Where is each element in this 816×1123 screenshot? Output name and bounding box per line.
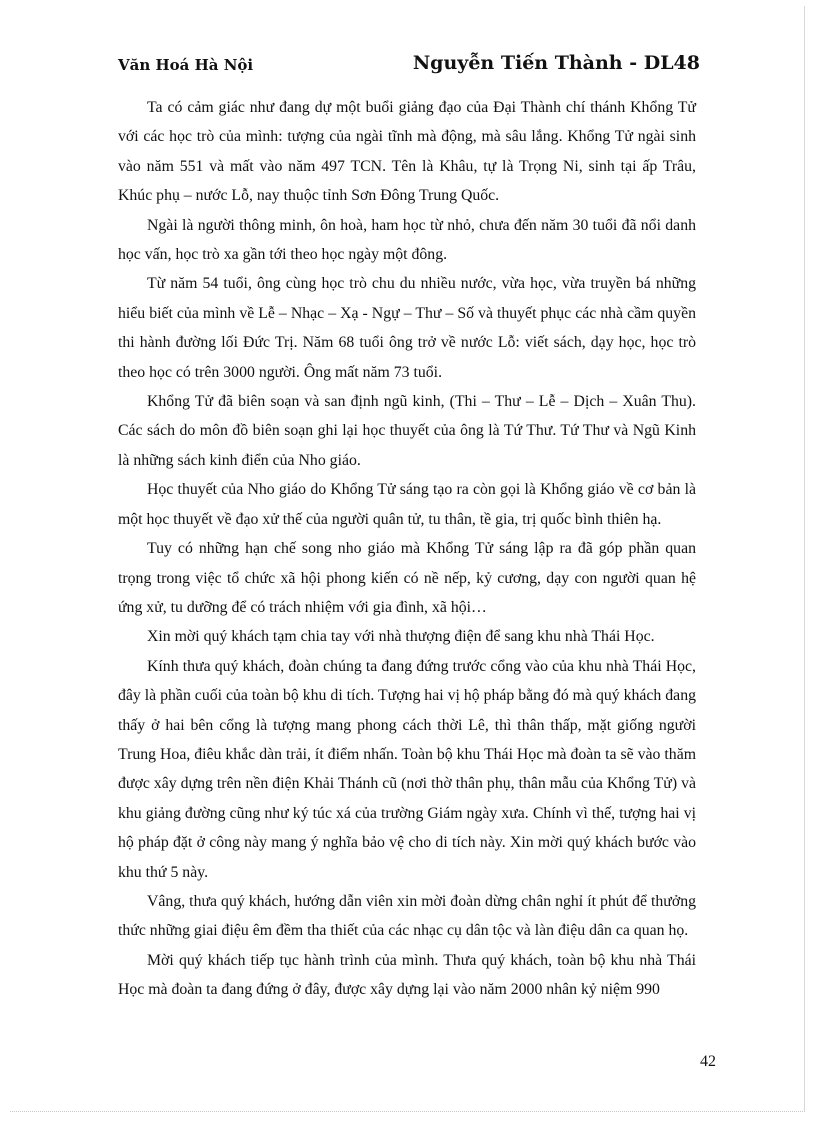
- page-header: [118, 52, 700, 82]
- body-text: [118, 93, 696, 1005]
- paragraph-7: Xin mời quý khách tạm chia tay với nhà thượng điện để sang khu nhà Thái Học.: [147, 628, 655, 646]
- header-left-title: Văn Hoá Hà Nội: [118, 56, 254, 74]
- paragraph-4: Khổng Tử đã biên soạn và san định ngũ kinh, (Thi – Thư – Lễ – Dịch – Xuân Thu). Các sách do môn đồ biên soạn ghi lại học thuyết của ông là Tứ Thư. Tứ Thư và Ngũ Kinh là những sách kinh điển của Nho giáo.: [118, 393, 696, 469]
- paragraph-6: Tuy có những hạn chế song nho giáo mà Khổng Tử sáng lập ra đã góp phần quan trọng trong việc tổ chức xã hội phong kiến có nề nếp, kỷ cương, dạy con người quan hệ ứng xử, tu dưỡng để có trách nhiệm với gia đình, xã hội…: [118, 540, 696, 616]
- paragraph-8: Kính thưa quý khách, đoàn chúng ta đang đứng trước cổng vào của khu nhà Thái Học, đây là phần cuối của toàn bộ khu di tích. Tượng hai vị hộ pháp bằng đó mà quý khách đang thấy ở hai bên cổng là tượng mang phong cách thời Lê, thì thân thấp, mặt giống người Trung Hoa, điêu khắc dàn trải, ít điểm nhấn. Toàn bộ khu Thái Học mà đoàn ta sẽ vào thăm được xây dựng trên nền điện Khải Thánh cũ (nơi thờ thân phụ, thân mẫu của Khổng Tử) và khu giảng đường cũng như ký túc xá của trường Giám ngày xưa. Chính vì thế, tượng hai vị hộ pháp đặt ở công này mang ý nghĩa bảo vệ cho di tích này. Xin mời quý khách bước vào khu thứ 5 này.: [118, 657, 696, 881]
- paragraph-5: Học thuyết của Nho giáo do Khổng Tử sáng tạo ra còn gọi là Khổng giáo về cơ bản là một học thuyết về đạo xử thế của người quân tử, tu thân, tề gia, trị quốc bình thiên hạ.: [118, 481, 696, 528]
- paragraph-3: Từ năm 54 tuổi, ông cùng học trò chu du nhiều nước, vừa học, vừa truyền bá những hiểu biết của mình về Lễ – Nhạc – Xạ - Ngự – Thư – Số và thuyết phục các nhà cầm quyền thi hành đường lối Đức Trị. Năm 68 tuổi ông trở về nước Lỗ: viết sách, dạy học, học trò theo học có trên 3000 người. Ông mất năm 73 tuổi.: [118, 275, 696, 381]
- paragraph-10: Mời quý khách tiếp tục hành trình của mình. Thưa quý khách, toàn bộ khu nhà Thái Học mà đoàn ta đang đứng ở đây, được xây dựng lại vào năm 2000 nhân kỷ niệm 990: [118, 951, 696, 999]
- header-right-author: Nguyễn Tiến Thành - DL48: [412, 52, 700, 74]
- paragraph-9: Vâng, thưa quý khách, hướng dẫn viên xin mời đoàn dừng chân nghỉ ít phút để thưởng thức những giai điệu êm đềm tha thiết của các nhạc cụ dân tộc và làn điệu dân ca quan họ.: [118, 892, 696, 940]
- paragraph-1: Ta có cảm giác như đang dự một buổi giảng đạo của Đại Thành chí thánh Khổng Tử với các học trò của mình: tượng của ngài tĩnh mà động, mà sâu lắng. Khổng Tử ngài sinh vào năm 551 và mất vào năm 497 TCN. Tên là Khâu, tự là Trọng Ni, sinh tại ấp Trâu, Khúc phụ – nước Lỗ, nay thuộc tỉnh Sơn Đông Trung Quốc.: [118, 99, 696, 205]
- page-number: 42: [700, 1053, 716, 1070]
- paragraph-2: Ngài là người thông minh, ôn hoà, ham học từ nhỏ, chưa đến năm 30 tuổi đã nổi danh học vấn, học trò xa gần tới theo học ngày một đông.: [118, 216, 696, 264]
